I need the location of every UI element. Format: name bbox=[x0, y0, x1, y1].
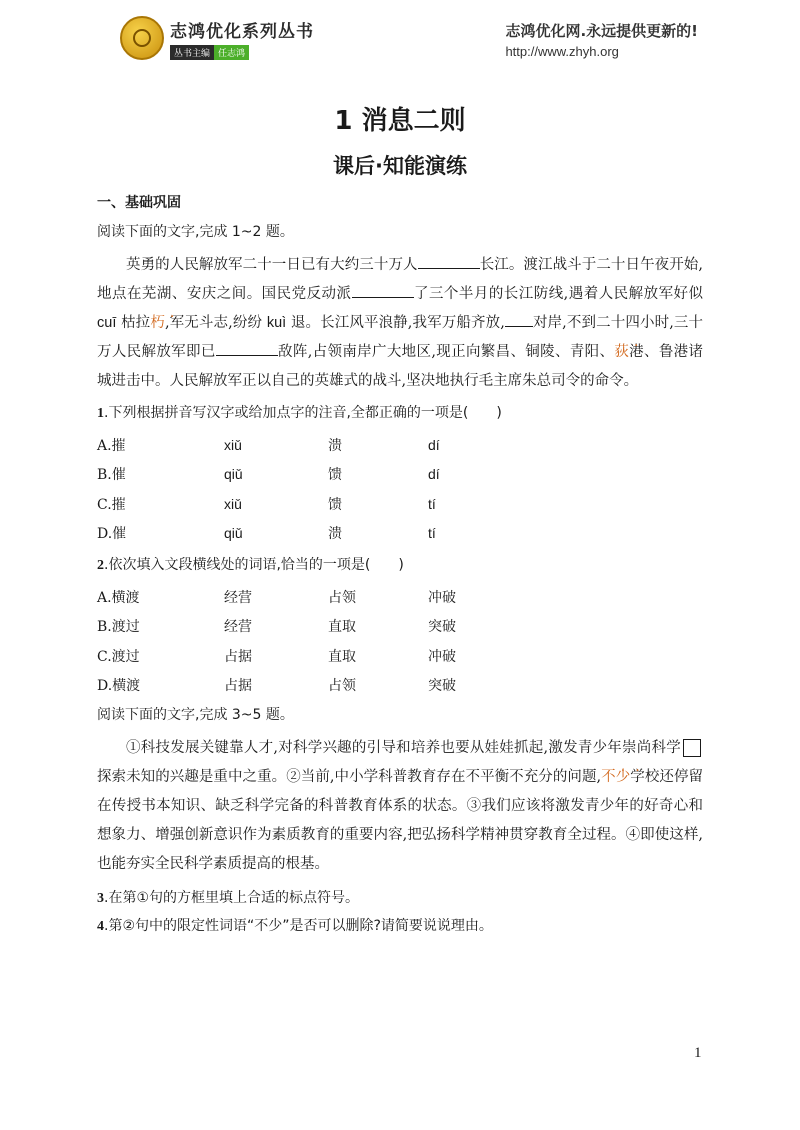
series-info bbox=[170, 17, 314, 60]
question-text: .第②句中的限定性词语“不少”是否可以删除?请简要说说理由。 bbox=[104, 918, 493, 934]
passage-text: 学校还停留在传授书本知识、缺乏科学完备的科普教育体系的状态。③我们应该将激发青少年的好奇心和想象力、增强创新意识作为素质教育的重要内容,把弘扬科学精神贯穿教育全过程。④即使这样,也能夯实全民科学素质提高的根基。 bbox=[97, 769, 704, 872]
option-cell: qiǔ bbox=[224, 466, 243, 483]
reading2-instruction: 阅读下面的文字,完成 3~5 题。 bbox=[97, 707, 294, 723]
question-4 bbox=[97, 915, 703, 935]
site-slogan: 志鸿优化网.永远提供更新的! bbox=[505, 22, 698, 40]
passage-text: 了三个半月的长江防线,遇着人民解放军好似 bbox=[413, 286, 704, 302]
option-cell: C.渡过 bbox=[97, 648, 140, 665]
option-row[interactable] bbox=[97, 519, 703, 549]
passage-text: 探索未知的兴趣是重中之重。②当前,中小学科普教育存在不平衡不充分的问题, bbox=[97, 769, 602, 785]
passage-text: ①科技发展关键靠人才,对科学兴趣的引导和培养也要从娃娃抓起,激发青少年崇尚科学 bbox=[126, 740, 681, 756]
option-cell: dí bbox=[428, 436, 440, 453]
option-cell: C.摧 bbox=[97, 496, 126, 513]
option-cell: 突破 bbox=[428, 619, 456, 636]
option-cell: 馈 bbox=[328, 496, 342, 513]
option-cell: xiǔ bbox=[224, 436, 242, 453]
reading1-instruction: 阅读下面的文字,完成 1~2 题。 bbox=[97, 224, 294, 240]
fill-blank[interactable] bbox=[505, 312, 533, 327]
site-url[interactable]: http://www.zhyh.org bbox=[505, 44, 619, 59]
option-row[interactable] bbox=[97, 460, 703, 490]
brand-header bbox=[120, 16, 314, 60]
question-number: 2 bbox=[97, 558, 104, 573]
passage-text: 枯拉 bbox=[116, 315, 151, 331]
passage-text: 港、鲁港诸城进击中。人民解放军正以自己的英雄式的战斗,坚决地执行毛主席朱总司令的命令。 bbox=[97, 344, 704, 389]
dotted-char: 不 bbox=[601, 769, 616, 785]
option-cell: 直取 bbox=[328, 648, 356, 665]
pinyin: kuì bbox=[266, 315, 287, 331]
question-3 bbox=[97, 887, 703, 907]
passage-text: 敌阵,占领南岸广大地区,现正向繁昌、铜陵、青阳、 bbox=[277, 344, 615, 360]
option-cell: 占据 bbox=[224, 648, 252, 665]
option-row[interactable] bbox=[97, 612, 703, 642]
exercise-content bbox=[97, 192, 703, 943]
pinyin: cuī bbox=[97, 315, 117, 331]
question-text: .依次填入文段横线处的词语,恰当的一项是( ) bbox=[104, 557, 404, 573]
option-cell: tí bbox=[428, 495, 436, 512]
series-title: 志鸿优化系列丛书 bbox=[170, 21, 314, 42]
option-row[interactable] bbox=[97, 671, 703, 701]
series-editor bbox=[170, 45, 314, 60]
question-number: 3 bbox=[97, 891, 104, 906]
dotted-char: 少 bbox=[615, 769, 631, 785]
option-cell: B.渡过 bbox=[97, 619, 140, 636]
option-cell: A.横渡 bbox=[97, 589, 140, 606]
reading2-passage bbox=[97, 734, 703, 879]
question-number: 4 bbox=[97, 919, 104, 934]
reading1-passage bbox=[97, 251, 703, 396]
option-cell: D.横渡 bbox=[97, 678, 141, 695]
option-cell: xiǔ bbox=[224, 495, 242, 512]
question-text: .下列根据拼音写汉字或给加点字的注音,全都正确的一项是( ) bbox=[104, 405, 502, 421]
fill-blank[interactable] bbox=[352, 283, 414, 298]
page-subtitle: 课后·知能演练 bbox=[333, 154, 467, 178]
option-cell: D.催 bbox=[97, 526, 127, 543]
option-cell: 馈 bbox=[328, 467, 342, 484]
option-cell: 冲破 bbox=[428, 589, 456, 606]
book-series-logo-icon bbox=[120, 16, 164, 60]
option-cell: 直取 bbox=[328, 619, 356, 636]
option-cell: A.摧 bbox=[97, 437, 126, 454]
option-cell: 占领 bbox=[328, 589, 356, 606]
option-cell: 经营 bbox=[224, 589, 252, 606]
editor-name-tag: 任志鸿 bbox=[214, 45, 249, 60]
editor-tag: 丛书主编 bbox=[170, 45, 214, 60]
fill-blank[interactable] bbox=[418, 254, 480, 269]
fill-blank[interactable] bbox=[216, 341, 278, 356]
option-cell: 经营 bbox=[224, 619, 252, 636]
page-title: 1 消息二则 bbox=[334, 106, 466, 136]
option-row[interactable] bbox=[97, 489, 703, 519]
question-text: .在第①句的方框里填上合适的标点符号。 bbox=[104, 890, 359, 906]
passage-text: 对岸,不到二十四小时,三十万人民解放军即已 bbox=[97, 315, 704, 360]
section-heading: 一、基础巩固 bbox=[97, 195, 181, 211]
page-number: 1 bbox=[694, 1045, 702, 1061]
option-cell: B.催 bbox=[97, 467, 126, 484]
option-row[interactable] bbox=[97, 641, 703, 671]
passage-text: 退。长江风平浪静,我军万船齐放, bbox=[286, 315, 505, 331]
question-1 bbox=[97, 402, 703, 422]
site-info bbox=[505, 20, 698, 59]
dotted-char: 荻 bbox=[614, 344, 630, 360]
option-row[interactable] bbox=[97, 430, 703, 460]
option-cell: 冲破 bbox=[428, 648, 456, 665]
passage-text: 英勇的人民解放军二十一日已有大约三十万人 bbox=[126, 257, 418, 273]
option-row[interactable] bbox=[97, 582, 703, 612]
option-cell: 溃 bbox=[328, 437, 342, 454]
option-cell: 溃 bbox=[328, 526, 342, 543]
punctuation-box[interactable] bbox=[683, 739, 701, 757]
option-cell: 占据 bbox=[224, 678, 252, 695]
passage-text: 长江。渡江战斗于二十日午夜开始,地点在芜湖、安庆之间。国民党反动派 bbox=[97, 257, 704, 302]
option-cell: tí bbox=[428, 525, 436, 542]
option-cell: dí bbox=[428, 466, 440, 483]
question-2 bbox=[97, 554, 703, 574]
option-cell: 突破 bbox=[428, 678, 456, 695]
question-number: 1 bbox=[97, 406, 104, 421]
option-cell: qiǔ bbox=[224, 525, 243, 542]
passage-text: ,军无斗志,纷纷 bbox=[164, 315, 267, 331]
dotted-char: 朽 bbox=[150, 315, 165, 331]
option-cell: 占领 bbox=[328, 678, 356, 695]
